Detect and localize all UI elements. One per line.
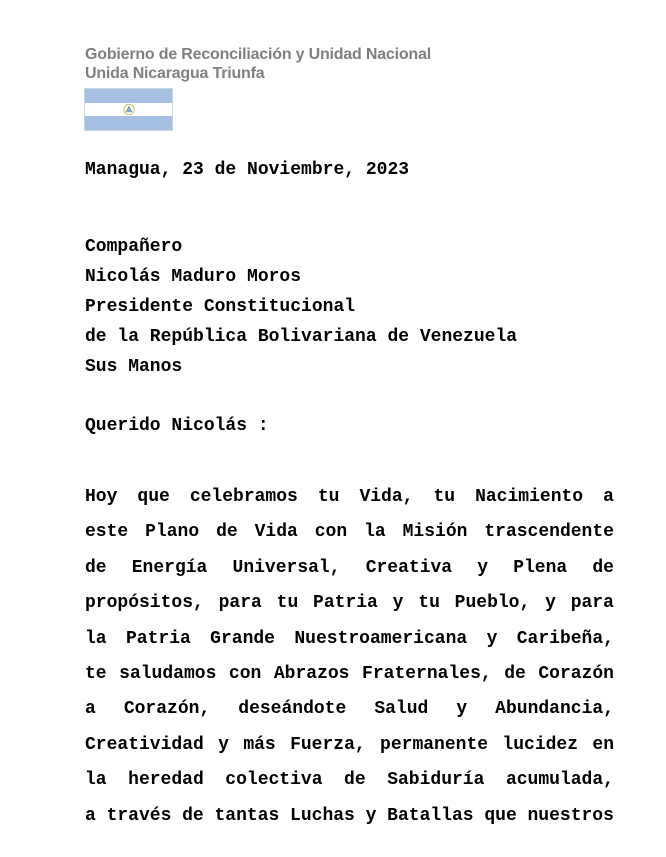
body-word: más [243, 734, 276, 755]
body-word: Energía [131, 557, 208, 578]
body-word: Corazón [538, 663, 614, 684]
body-word: saludamos [119, 663, 217, 684]
body-word: través [106, 805, 172, 826]
body-word: Plano [145, 522, 200, 543]
body-word: de [85, 557, 107, 578]
body-word: este [85, 522, 129, 543]
nicaragua-flag-icon [84, 88, 173, 131]
body-word: Fuerza, [290, 734, 366, 755]
letterhead [85, 45, 431, 83]
body-word: Corazón, [123, 699, 211, 720]
body-word: Nuestroamericana [294, 628, 468, 649]
body-word: que [484, 805, 517, 826]
body-word: y [365, 805, 377, 826]
letterhead-line-1: Gobierno de Reconciliación y Unidad Nacional [85, 46, 431, 63]
body-word: Universal, [232, 557, 341, 578]
body-word: a [85, 805, 96, 826]
body-line [85, 592, 614, 627]
flag-middle-stripe [85, 103, 172, 116]
letter-date: Managua, 23 de Noviembre, 2023 [85, 160, 410, 180]
body-word: Nacimiento [475, 487, 584, 507]
body-word: la [85, 628, 107, 649]
body-word: Patria [313, 593, 378, 614]
flag-emblem-icon [122, 103, 136, 116]
body-word: colectiva [225, 770, 323, 791]
body-word: Pueblo, [454, 593, 531, 614]
letterhead-line-2: Unida Nicaragua Triunfa [85, 65, 265, 82]
body-word: para [570, 593, 614, 614]
body-word: tu [433, 487, 456, 507]
body-line [85, 628, 614, 663]
flag-bottom-stripe [85, 116, 172, 130]
recipient-line: Presidente Constitucional [85, 297, 356, 317]
body-line [85, 769, 614, 804]
body-word: Abundancia, [495, 699, 614, 720]
body-word: y [486, 628, 498, 649]
letter-body [85, 486, 614, 840]
body-line [85, 734, 614, 769]
body-word: nuestros [527, 805, 614, 826]
body-word: a [603, 487, 614, 507]
body-word: en [592, 734, 614, 755]
body-word: Vida, [359, 487, 414, 507]
body-word: con [314, 522, 348, 543]
flag-top-stripe [85, 89, 172, 103]
body-line [85, 805, 614, 840]
body-word: Abrazos [273, 663, 350, 684]
body-word: Batallas [387, 805, 474, 826]
body-word: Patria [125, 628, 191, 649]
body-word: y [392, 593, 404, 614]
body-word: de [592, 557, 614, 578]
body-line [85, 557, 614, 592]
body-word: tu [317, 487, 340, 507]
body-word: para [218, 593, 262, 614]
body-word: Caribeña, [516, 628, 614, 649]
body-word: y [218, 734, 229, 755]
body-word: Luchas [290, 805, 355, 826]
body-word: Salud [374, 699, 429, 720]
body-word: trascendente [484, 522, 614, 543]
body-word: y [477, 557, 489, 578]
body-word: y [456, 699, 468, 720]
body-word: propósitos, [85, 593, 204, 614]
body-word: tu [418, 593, 440, 614]
body-word: heredad [128, 770, 204, 791]
body-word: de [216, 522, 238, 543]
body-word: deseándote [238, 699, 347, 720]
body-line [85, 698, 614, 733]
body-word: celebramos [189, 487, 298, 507]
body-word: a [85, 699, 96, 720]
recipient-line: Compañero [85, 237, 183, 257]
body-word: acumulada, [505, 770, 614, 791]
body-word: tantas [214, 805, 280, 826]
body-word: la [364, 522, 386, 543]
body-word: te [85, 663, 107, 684]
body-word: Plena [513, 557, 568, 578]
body-line [85, 663, 614, 698]
recipient-line: Sus Manos [85, 357, 183, 377]
body-word: de [182, 805, 204, 826]
body-word: Sabiduría [387, 770, 485, 791]
body-word: de [504, 663, 526, 684]
body-word: lucidez [502, 734, 579, 755]
salutation: Querido Nicolás : [85, 416, 269, 436]
body-word: Grande [210, 628, 275, 649]
body-line [85, 486, 614, 521]
body-word: permanente [380, 734, 489, 755]
body-word: y [545, 593, 556, 614]
body-line [85, 521, 614, 556]
body-word: Creatividad [85, 734, 204, 755]
body-word: que [137, 487, 170, 507]
body-word: Creativa [365, 557, 453, 578]
body-word: con [228, 663, 262, 684]
body-word: Misión [402, 522, 468, 543]
recipient-block [85, 236, 517, 386]
body-word: tu [276, 593, 299, 614]
body-word: Fraternales, [362, 663, 492, 684]
body-word: la [85, 770, 107, 791]
recipient-line: Nicolás Maduro Moros [85, 267, 302, 287]
body-word: Vida [254, 522, 298, 543]
body-word: de [344, 770, 366, 791]
body-word: Hoy [85, 487, 118, 507]
recipient-line: de la República Bolivariana de Venezuela [85, 327, 518, 347]
